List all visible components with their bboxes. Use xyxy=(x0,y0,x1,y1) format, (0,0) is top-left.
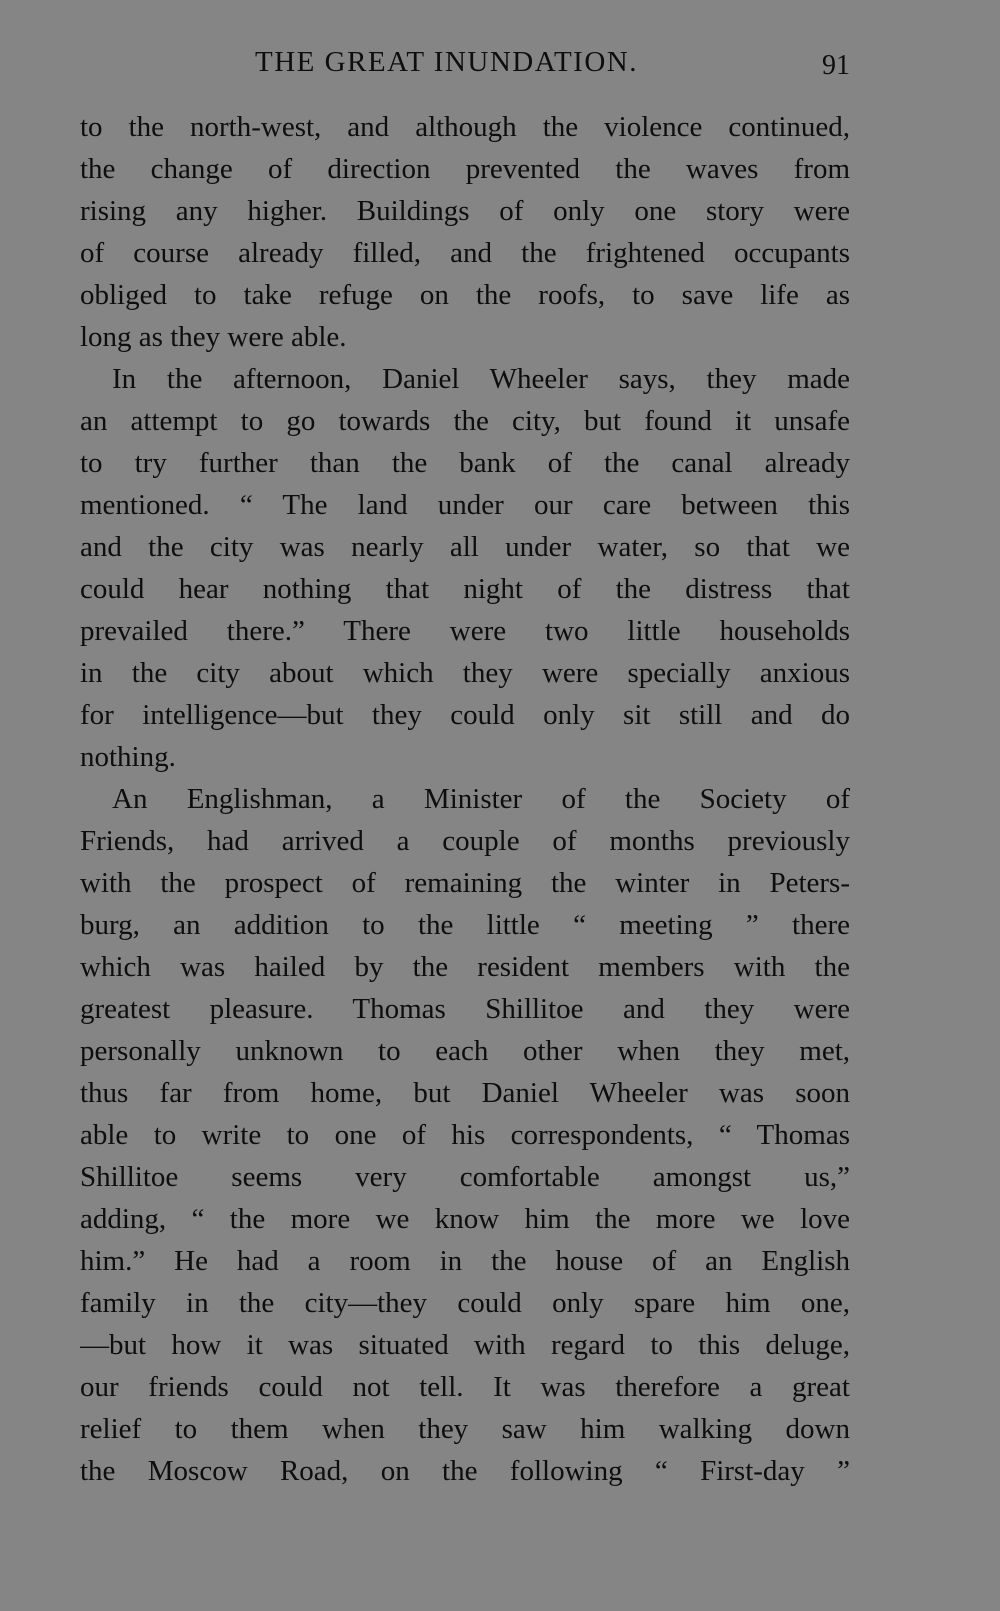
text-line: able to write to one of his correspondents, “ Thomas xyxy=(80,1119,850,1151)
text-line: our friends could not tell. It was therefore a great xyxy=(80,1371,850,1403)
text-line: to the north-west, and although the violence continued, xyxy=(80,111,850,143)
page-number: 91 xyxy=(822,50,850,81)
text-line: family in the city—they could only spare him one, xyxy=(80,1287,850,1319)
text-line: burg, an addition to the little “ meeting ” there xyxy=(80,909,850,941)
text-line: personally unknown to each other when they met, xyxy=(80,1035,850,1067)
text-line: with the prospect of remaining the winter in Peters- xyxy=(80,867,850,899)
text-line: an attempt to go towards the city, but found it unsafe xyxy=(80,405,850,437)
text-line: relief to them when they saw him walking down xyxy=(80,1413,850,1445)
text-line: —but how it was situated with regard to this deluge, xyxy=(80,1329,850,1361)
text-line: Shillitoe seems very comfortable amongst us,” xyxy=(80,1161,850,1193)
text-line: which was hailed by the resident members with the xyxy=(80,951,850,983)
body-text xyxy=(80,106,850,1492)
text-line: of course already filled, and the frightened occupants xyxy=(80,237,850,269)
page-header xyxy=(80,46,850,86)
text-line: nothing. xyxy=(80,741,176,773)
text-line: An Englishman, a Minister of the Society of xyxy=(112,783,850,815)
text-line: prevailed there.” There were two little households xyxy=(80,615,850,647)
text-line: to try further than the bank of the canal already xyxy=(80,447,850,479)
text-line: rising any higher. Buildings of only one story were xyxy=(80,195,850,227)
text-line: In the afternoon, Daniel Wheeler says, they made xyxy=(112,363,850,395)
text-line: greatest pleasure. Thomas Shillitoe and they were xyxy=(80,993,850,1025)
text-line: thus far from home, but Daniel Wheeler was soon xyxy=(80,1077,850,1109)
text-line: and the city was nearly all under water, so that we xyxy=(80,531,850,563)
text-line: the Moscow Road, on the following “ First-day ” xyxy=(80,1455,850,1487)
text-line: long as they were able. xyxy=(80,321,347,353)
text-line: could hear nothing that night of the distress that xyxy=(80,573,850,605)
text-line: the change of direction prevented the waves from xyxy=(80,153,850,185)
running-title: THE GREAT INUNDATION. xyxy=(255,46,638,78)
text-line: for intelligence—but they could only sit still and do xyxy=(80,699,850,731)
text-line: Friends, had arrived a couple of months previously xyxy=(80,825,850,857)
text-line: him.” He had a room in the house of an English xyxy=(80,1245,850,1277)
text-line: adding, “ the more we know him the more we love xyxy=(80,1203,850,1235)
text-line: mentioned. “ The land under our care between this xyxy=(80,489,850,521)
text-line: in the city about which they were specially anxious xyxy=(80,657,850,689)
text-line: obliged to take refuge on the roofs, to save life as xyxy=(80,279,850,311)
